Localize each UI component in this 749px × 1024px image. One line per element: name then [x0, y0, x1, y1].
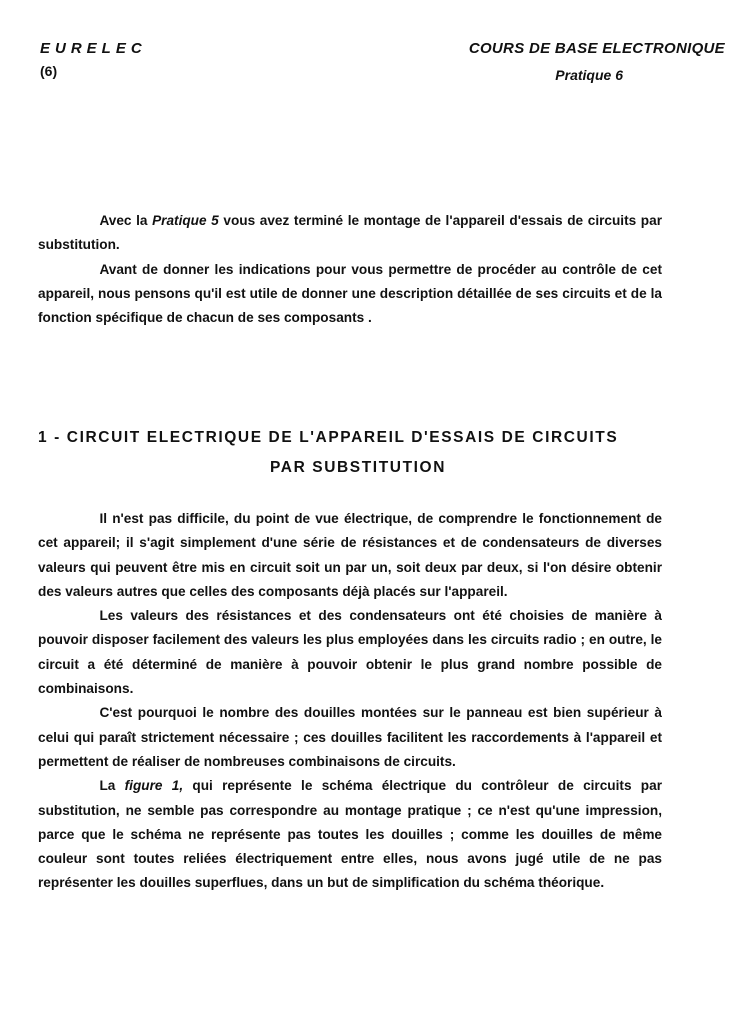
intro-paragraph: Avant de donner les indications pour vous permettre de procéder au contrôle de cet appareil, nous pensons qu'il est utile de donner une description détaillée de ses circuits et de la fonction spécifique de chacun de ses composants . — [38, 261, 662, 327]
figure-reference: figure 1, — [124, 778, 184, 795]
page-number: (6) — [40, 63, 58, 79]
body-paragraph: Il n'est pas difficile, du point de vue électrique, de comprendre le fonctionnement de cet appareil; il s'agit simplement d'une série de résistances et de condensateurs de diverses valeurs qui peuvent être mis en circuit soit un par un, soit deux par deux, si l'on désire obtenir des valeurs autres que celles des composants déjà placés sur l'appareil. — [38, 511, 662, 600]
section-heading-line: PAR SUBSTITUTION — [269, 459, 446, 476]
text-run: Avec la — [99, 213, 153, 229]
brand-name: EURELEC — [40, 40, 147, 57]
intro-paragraph — [38, 209, 662, 258]
body-paragraph: Les valeurs des résistances et des condensateurs ont été choisies de manière à pouvoir disposer facilement des valeurs les plus employées dans les circuits radio ; en outre, le circuit a été déterminé de manière à pouvoir obtenir le plus grand nombre possible de combinaisons. — [38, 608, 662, 698]
text-run: qui représente le schéma électrique du contrôleur de circuits par substitution, ne semble pas correspondre au montage pratique ; ce n'est qu'une impression, parce que le schéma ne représente pas toutes les douilles ; comme les douilles de même couleur sont toutes reliées électriquement entre elles, nous avons jugé utile de ne pas représenter les douilles superflues, dans un but de simplification du schéma théorique. — [38, 778, 663, 892]
body-paragraph: C'est pourquoi le nombre des douilles montées sur le panneau est bien supérieur à celui qui paraît strictement nécessaire ; ces douilles facilitent les raccordements à l'appareil et permettent de réaliser de nombreuses combinaisons de circuits. — [38, 705, 662, 770]
emphasis-reference: Pratique 5 — [152, 213, 219, 229]
section-heading-line: 1 - CIRCUIT ELECTRIQUE DE L'APPAREIL D'ESSAIS DE CIRCUITS — [38, 429, 619, 446]
text-run: vous avez terminé le montage de l'appareil d'essais de circuits par substitution. — [38, 213, 662, 254]
section-heading — [38, 423, 718, 483]
page-header-left — [40, 38, 147, 82]
course-title: COURS DE BASE ELECTRONIQUE — [468, 40, 725, 57]
intro-section — [38, 209, 662, 330]
lesson-title: Pratique 6 — [555, 67, 623, 83]
page-header-right — [469, 36, 725, 88]
section-body — [38, 507, 662, 896]
body-paragraph — [38, 774, 662, 895]
text-run: La — [99, 778, 125, 795]
